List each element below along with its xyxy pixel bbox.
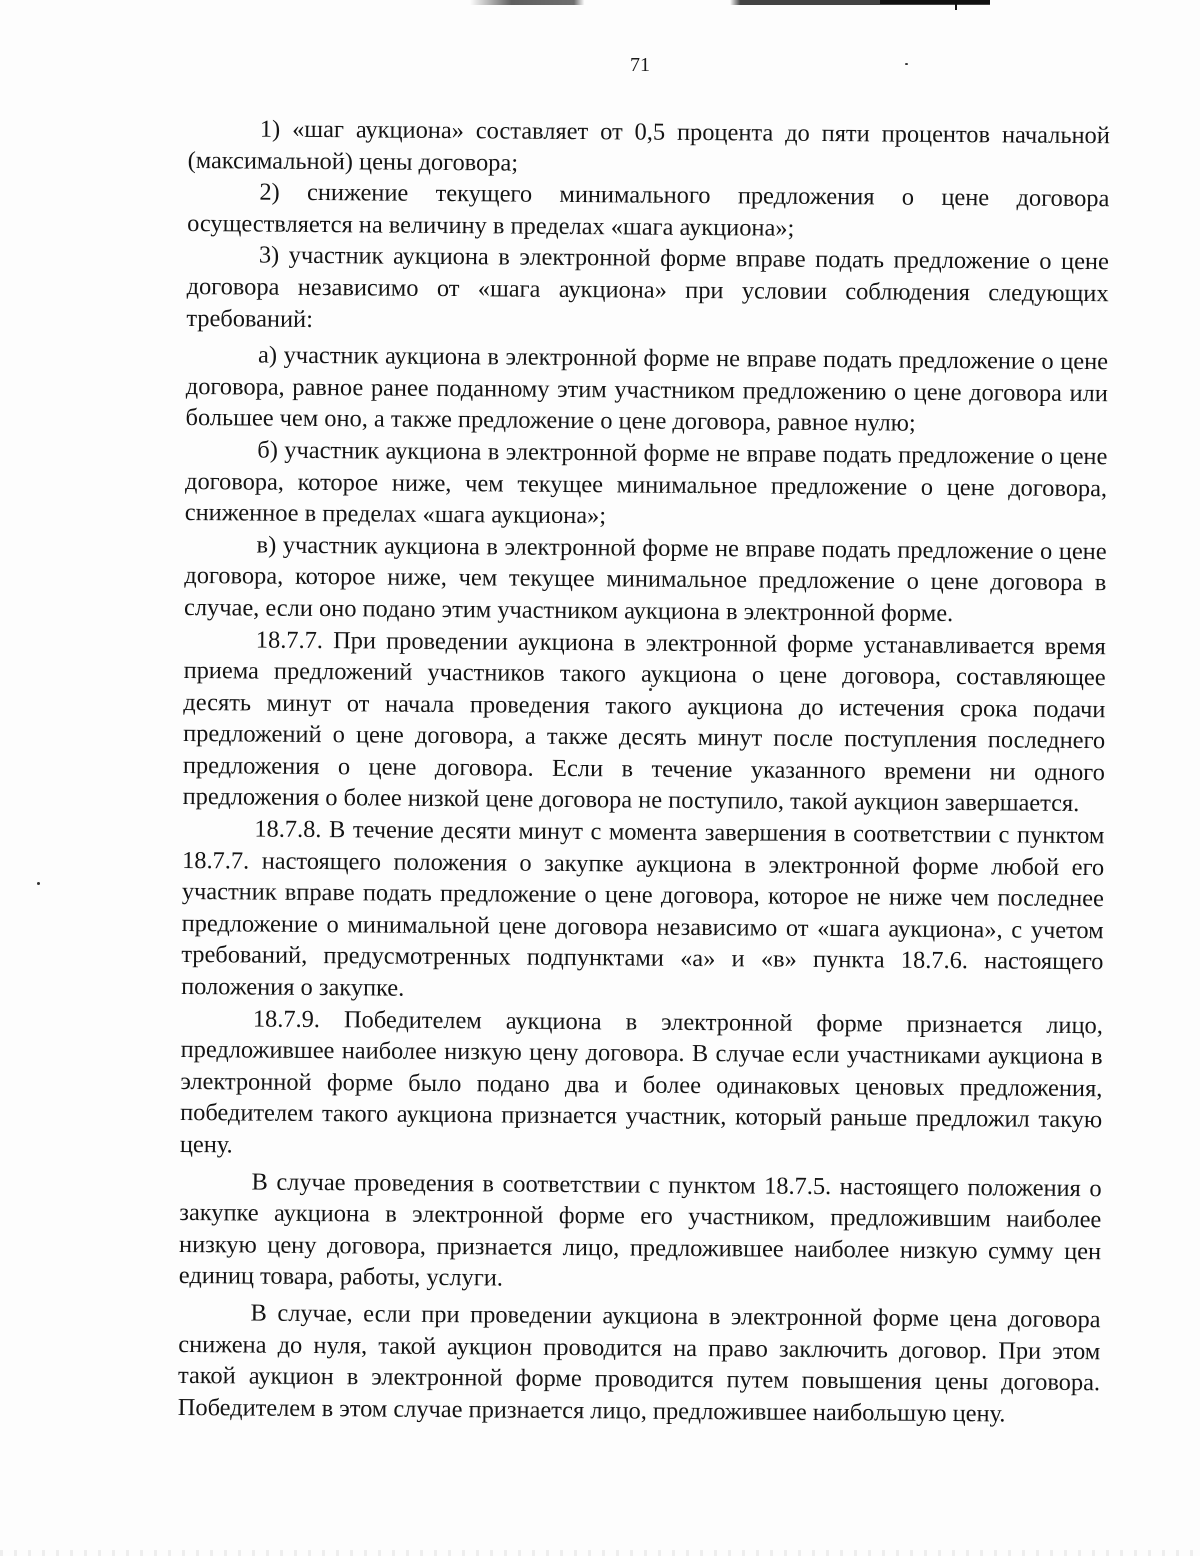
- paragraph: а) участник аукциона в электронной форме не вправе подать предложение о цене договора, равное ранее поданному этим участником предложению о цене договора или большее чем оно, а также предложение о цене договора, равное нулю;: [185, 341, 1109, 438]
- paragraph: В случае проведения в соответствии с пунктом 18.7.5. настоящего положения о закупке аукциона в электронной форме его участником, предложившим наиболее низкую цену договора, признается лицо, предложившее наиболее низкую сумму цен единиц товара, работы, услуги.: [178, 1168, 1102, 1292]
- document-body: [178, 113, 1110, 1431]
- paragraph: В случае, если при проведении аукциона в электронной форме цена договора снижена до нуля, такой аукцион проводится на право заключить договор. При этом такой аукцион в электронной форме проводится путем повышения цены договора. Победителем в этом случае признается лицо, предложившее наибольшую цену.: [177, 1299, 1101, 1428]
- paragraph: б) участник аукциона в электронной форме не вправе подать предложение о цене договора, которое ниже, чем текущее минимальное предложение о цене договора, сниженное в пределах «шага аукциона»;: [184, 436, 1108, 530]
- paragraph: 1) «шаг аукциона» составляет от 0,5 процента до пяти процентов начальной (максимальной) цены договора;: [187, 115, 1110, 177]
- scan-artifact-tick: [955, 0, 957, 10]
- scan-speck: [37, 882, 40, 885]
- scan-artifact-bottom: [0, 1550, 1200, 1556]
- paragraph: 2) снижение текущего минимального предложения о цене договора осуществляется на величину в пределах «шага аукциона»;: [187, 178, 1110, 242]
- paragraph: 3) участник аукциона в электронной форме вправе подать предложение о цене договора независимо от «шага аукциона» при условии соблюдения следующих требований:: [186, 241, 1109, 333]
- paragraph: 18.7.9. Победителем аукциона в электронной форме признается лицо, предложившее наиболее низкую цену договора. В случае если участниками аукциона в электронной форме было подано два и более одинаковых ценовых предложения, победителем такого аукциона признается участник, который раньше предложил такую цену.: [179, 1005, 1103, 1159]
- paragraph: в) участник аукциона в электронной форме не вправе подать предложение о цене договора, которое ниже, чем текущее минимальное предложение о цене договора в случае, если оно подано этим участником аукциона в электронной форме.: [184, 531, 1107, 627]
- paragraph: 18.7.8. В течение десяти минут с момента завершения в соответствии с пунктом 18.7.7. настоящего положения о закупке аукциона в электронной форме любой его участник вправе подать предложение о цене договора, которое не ниже чем последнее предложение о минимальной цене договора независимо от «шага аукциона», с учетом требований, предусмотренных подпунктами «а» и «в» пункта 18.7.6. настоящего положения о закупке.: [181, 815, 1105, 1002]
- page-number: 71: [630, 54, 650, 76]
- scan-artifact-top-right: [880, 0, 990, 4]
- paragraph: 18.7.7. При проведении аукциона в электронной форме устанавливается время приема предложений участников такого аукциона о цене договора, составляющее десять минут от начала проведения такого аукциона до истечения срока подачи предложений о цене договора, а также десять минут после поступления последнего предложения о цене договора. Если в течение указанного времени ни одного предложения о более низкой цене договора не поступило, такой аукцион завершается.: [182, 626, 1106, 818]
